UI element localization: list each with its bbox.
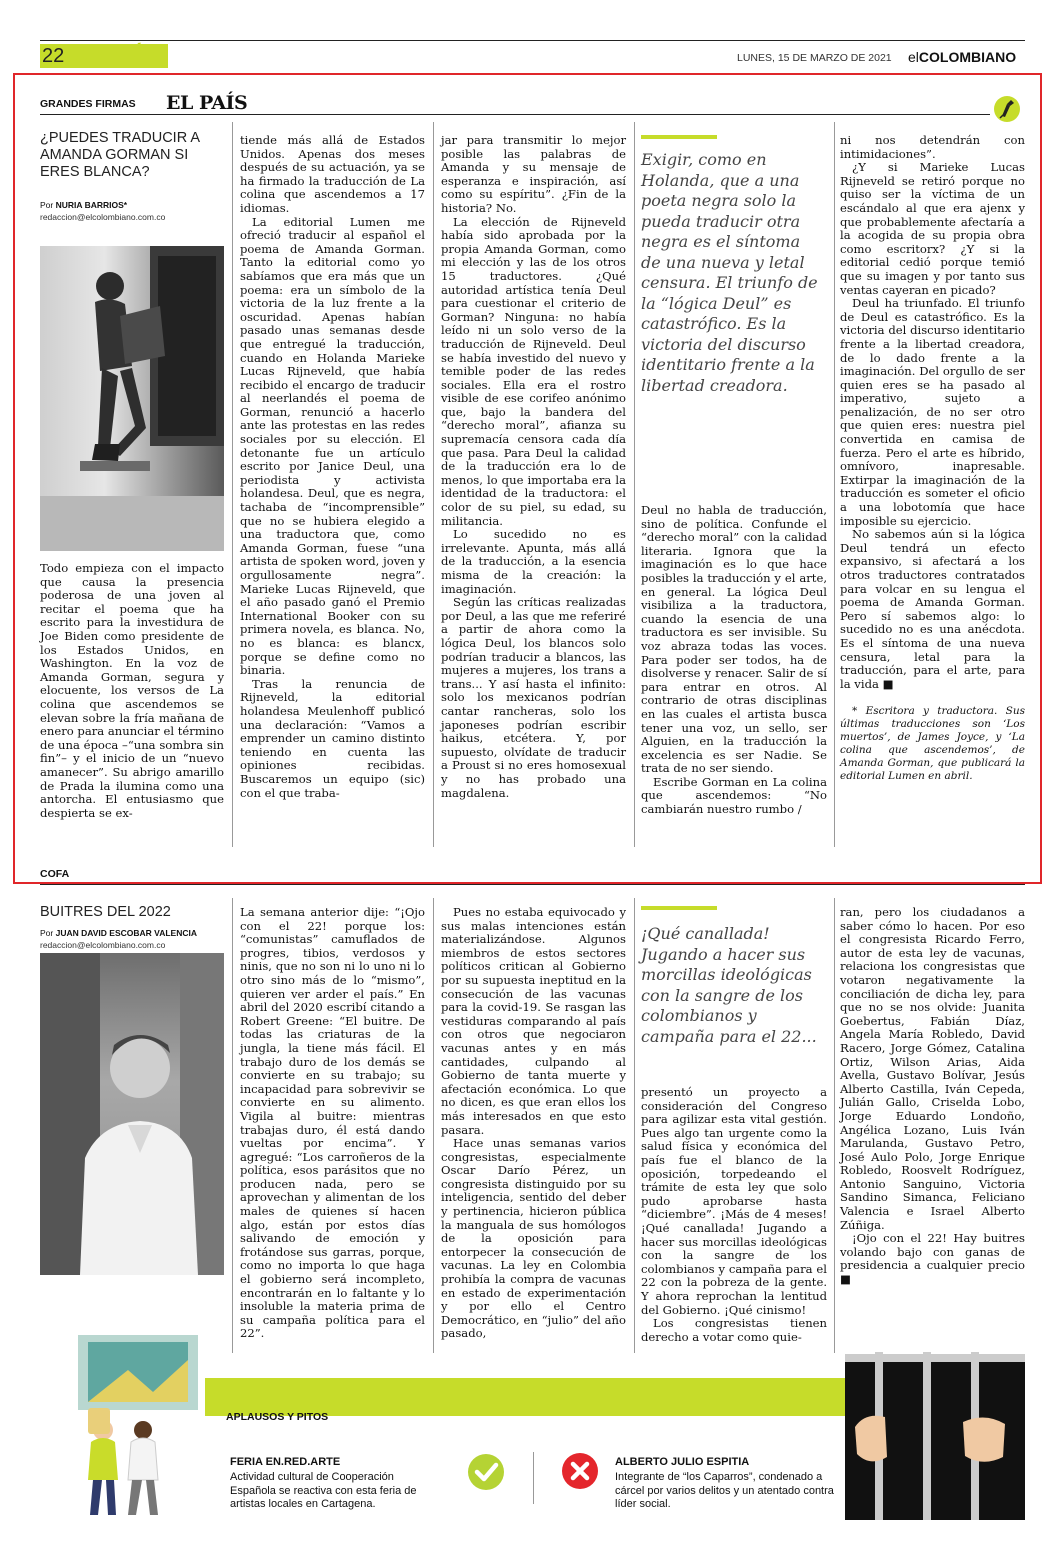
- article-kicker: GRANDES FIRMAS: [40, 98, 136, 110]
- paragraph: Deul no habla de traducción, sino de política. Confunde el “derecho moral” con la calidad literaria. Ignora que la imaginación es lo que hace posibles la traducción y el arte, en general. La lógica Deul visibiliza a la traductora, cuando la esencia de una traductora es ser invisible. Su voz abraza todas las voces. Para poder ser todos, ha de disolverse y renacer. Salir de sí para entrar en otros. Al contrario de otras disciplinas en las cuales el artista busca tener una voz, un sello, ser Alguien, en la traducción la excelencia es ser Nadie. Se trata de no ser siendo.: [641, 503, 827, 776]
- check-icon: [468, 1454, 504, 1490]
- jail-bars-illustration: [845, 1332, 1025, 1520]
- byline-prefix: Por: [40, 928, 54, 938]
- paragraph: Deul ha triunfado. El triunfo de Deul es catastrófico. Es la victoria del discurso identitario frente a la libertad creadora, de lo dado frente a la imaginación. Del orgullo de ser quien eres se ha pasado al imperativo, sujeto a penalización, de no ser otro que quien eres: nuestra piel convertida en camisa de fuerza. Pero el arte es híbrido, omnívoro, inapresable. Extirpar la imaginación de la traducción es someter el oficio a una lobotomía que hace imposible su ejercicio.: [840, 296, 1025, 528]
- paragraph: Lo sucedido no es irrelevante. Apunta, más allá de la traducción, a la esencia misma de la creación: la imaginación.: [441, 527, 626, 596]
- col-divider: [834, 122, 835, 847]
- col-divider: [634, 898, 635, 1353]
- pullquote-rule: [641, 135, 717, 139]
- article1-col4: [641, 504, 827, 817]
- pito-text: Integrante de “los Caparros”, condenado a cárcel por varios delitos y un atentado contra líder social.: [615, 1471, 834, 1510]
- header-date: LUNES, 15 DE MARZO DE 2021: [737, 52, 892, 64]
- footnote: * Escritora y traductora. Sus últimas traducciones son ‘Los muertos’, de James Joyce, y ‘La colina que ascendemos’, de Amanda Gorman, que publicará la editorial Lumen en abril.: [840, 705, 1025, 783]
- article2-col2: [240, 906, 425, 1341]
- author-name: NURIA BARRIOS*: [55, 200, 128, 210]
- pullquote: ¡Qué canallada! Jugando a hacer sus morcillas ideológicas con la sangre de los colombianos y campaña para el 22...: [641, 924, 817, 1046]
- article-title: BUITRES DEL 2022: [40, 904, 171, 920]
- author-photo: [40, 953, 224, 1275]
- page-header: [40, 38, 1025, 70]
- article2-col5: [840, 906, 1025, 1287]
- article1-col2: [240, 134, 425, 800]
- col-divider: [232, 122, 233, 847]
- article-grandes-firmas: [40, 92, 1025, 852]
- brand-prefix: el: [908, 49, 919, 65]
- author-name: JUAN DAVID ESCOBAR VALENCIA: [55, 928, 197, 938]
- byline: [40, 200, 230, 210]
- aplauso-text: Actividad cultural de Cooperación Española se reactiva con esta feria de artistas locales en Cartagena.: [230, 1471, 417, 1510]
- paragraph: ran, pero los ciudadanos a saber cómo lo hacen. Por eso el congresista Ricardo Ferro, autor de esta ley de vacunas, relaciona los congresistas que votaron negativamente la conciliación de dicha ley, para que no se nos olvide: Juanita Goebertus, Fabián Díaz, Angela María Robledo, David Racero, Jorge Gómez, Catalina Ortiz, Wilson Arias, Aida Avella, Gustavo Bolívar, Jesús Alberto Castilla, Iván Cepeda, Julián Gallo, Criselda Lobo, Jorge Eduardo Londoño, Angélica Lozano, Luis Iván Marulanda, Gustavo Petro, José Aulo Polo, Jorge Enrique Robledo, Roosvelt Rodríguez, Antonio Sanguino, Victoria Sandino Simanca, Feliciano Valencia e Israel Alberto Zúñiga.: [840, 905, 1025, 1232]
- pito-title: ALBERTO JULIO ESPITIA: [615, 1456, 750, 1468]
- aplauso-title: FERIA EN.RED.ARTE: [230, 1456, 341, 1468]
- paragraph: Hace unas semanas varios congresistas, especialmente Oscar Darío Pérez, un congresista distinguido por su inteligencia, sentido del deber y pertinencia, hicieron pública la manguala de sus homólogos de la oposición para entorpecer la consecución de vacunas. La ley en Colombia prohibía la compra de vacunas en estado de experimentación y por ello el Centro Democrático, en “julio” del año pasado,: [441, 1136, 626, 1341]
- paragraph: ¡Ojo con el 22! Hay buitres volando bajo con ganas de presidencia a cualquier precio ■: [840, 1231, 1025, 1287]
- article-kicker: COFA: [40, 868, 70, 880]
- brand-logo: [908, 49, 1016, 65]
- author-email: redaccion@elcolombiano.com.co: [40, 940, 166, 950]
- col-divider: [232, 898, 233, 1353]
- aplausos-divider: [533, 1452, 534, 1504]
- paragraph: jar para transmitir lo mejor posible las palabras de Amanda y su mensaje de esperanza e inspiración, así como su espíritu”. ¿Fin de la historia? No.: [441, 133, 626, 215]
- kicker-rule: [40, 884, 1025, 885]
- col-divider: [834, 898, 835, 1353]
- article-title: ¿PUEDES TRADUCIR A AMANDA GORMAN SI ERES BLANCA?: [40, 130, 200, 180]
- article-cofa: [40, 868, 1025, 1358]
- aplausos-title: APLAUSOS Y PITOS: [226, 1411, 329, 1423]
- col-divider: [433, 122, 434, 847]
- paragraph: Según las críticas realizadas por Deul, a las que me referiré a partir de ahora como la lógica Deul, los blancos solo podrían traducir a blancos, las mujeres a mujeres, los trans a trans... Y así hasta el infinito: solo los mexicanos podrían cantar rancheras, solo los japoneses podrían escribir haikus, etcétera. Y, por supuesto, olvídate de traducir a Proust si no eres homosexual y no has probado una magdalena.: [441, 595, 626, 800]
- pullquote-rule: [641, 906, 717, 910]
- gallery-visitors-illustration: [58, 1330, 208, 1518]
- article2-col3: [441, 906, 626, 1341]
- paragraph: La semana anterior dije: “¡Ojo con el 22! porque los: “comunistas” camuflados de progres, tibios, verdosos y ninis, que no son ni lo uno ni lo otro sino más de lo “mismo”, quieren ver arder el país.” En abril del 2020 escribí citando a Robert Greene: “El buitre. De todas las criaturas de la jungla, la tiene más fácil. El trabajo duro de los demás se convierte en su trabajo; su incapacidad para sobrevivir se convierte en su alimento. Vigila al buitre: mientras trabajas duro, él está dando vueltas por encima”. Y agregué: “Los carroñeros de la política, esos parásitos que no producen nada, pero se aprovechan y alimentan de los males de quienes sí hacen algo, están por estos días salivando de emoción y frotándose sus garras, porque, como no importa lo que haga el gobierno será incompleto, encontrarán en lo faltante y lo insoluble la materia prima de su campaña política para el 22”.: [240, 905, 425, 1341]
- paragraph: Todo empieza con el impacto que causa la presencia poderosa de una joven al recitar el poema que ha escrito para la investidura de Joe Biden como presidente de los Estados Unidos, en Washington. En la voz de Amanda Gorman, segura y elocuente, los versos de La colina que ascendemos se elevan sobre la fría mañana de enero para anunciar el término de una época –“una sombra sin fin”– y el inicio de un “nuevo amanecer”. Su abrigo amarillo de Prada la ilumina como una antorcha. El entusiasmo que despierta se ex-: [40, 561, 224, 820]
- col-divider: [634, 122, 635, 847]
- author-email: redaccion@elcolombiano.com.co: [40, 212, 166, 222]
- article1-col5: [840, 134, 1025, 783]
- paragraph: No sabemos aún si la lógica Deul tendrá un efecto expansivo, si afectará a los otros traductores contratados para volcar en su lengua el poema de Amanda Gorman. Pero sí sabemos algo: lo sucedido no es una anécdota. Es el síntoma de una nueva censura, letal para la traducción, para el arte, para la vida ■: [840, 527, 1025, 691]
- paragraph: Tras la renuncia de Rijneveld, la editorial holandesa Meulenhoff publicó una declaración: “Vamos a emprender un camino distinto teniendo en cuenta las opiniones recibidas. Buscaremos un equipo (sic) con el que traba-: [240, 676, 425, 800]
- article2-col4: [641, 1086, 827, 1344]
- header-top-rule: [40, 40, 1025, 41]
- paragraph: ni nos detendrán con intimidaciones”.: [840, 133, 1025, 161]
- col-divider: [433, 898, 434, 1353]
- byline: [40, 928, 232, 938]
- paragraph: presentó un proyecto a consideración del Congreso para agilizar esta vital gestión. Pues algo tan urgente como la salud física y económica del país fue el blanco de la oposición, torpedeando el trámite de esta ley que solo pudo aprobarse hasta “diciembre”. ¡Más de 4 meses! ¡Qué canallada! Jugando a hacer sus morcillas ideológicas con la sangre de los colombianos y campaña para el 22 con la pobreza de la gente. Y ahora reprochan la lentitud del Gobierno. ¡Qué cinismo!: [641, 1085, 827, 1317]
- byline-prefix: Por: [40, 200, 54, 210]
- paragraph: Los congresistas tienen derecho a votar como quie-: [641, 1316, 827, 1344]
- brand-name: COLOMBIANO: [918, 49, 1017, 65]
- partner-logo: EL PAÍS: [166, 92, 248, 114]
- paragraph: ¿Y si Marieke Lucas Rijneveld se retiró porque no quiso ser la víctima de un escándalo al que era ajenx y que probablemente afectaría a la acogida de su propia obra como escritorx? ¿Y si la editorial cedió porque temió que su imagen y por tanto sus ventas cayeran en picado?: [840, 160, 1025, 297]
- paragraph: Pues no estaba equivocado y sus malas intenciones están materializándose. Algunos miembros de estos sectores políticos critican al Gobierno por su supuesta ineptitud en la consecución de las vacunas para la covid-19. Se rasgan las vestiduras comparando al país con otros que negociaron vacunas antes y en más cantidades, culpando al Gobierno de tanta muerte y afectación económica. Lo que no dicen, es que eran ellos los más interesados en que esto pasara.: [441, 905, 626, 1137]
- pullquote: Exigir, como en Holanda, que a una poeta negra solo la pueda traducir otra negra es el síntoma de una nueva y letal censura. El triunfo de la “lógica Deul” es catastrófico. Es la victoria del discurso identitario frente a la libertad creadora.: [641, 150, 818, 395]
- cross-icon: [562, 1453, 598, 1489]
- paragraph: La elección de Rijneveld había sido aprobada por la propia Amanda Gorman, como mi elección y las de los otros 15 traductores. ¿Qué autoridad artística tenía Deul para cuestionar el criterio de Gorman? Ninguna: no había leído ni un solo verso de la traducción de Rijneveld. Deul se había investido del nuevo y temible poder de las redes sociales. Ella era el rostro visible de ese corifeo anónimo que, bajo la bandera del “derecho moral”, afianza su supremacía censora cada día que pasa. Para Deul la calidad de la traducción era lo de menos, lo que importaba era la identidad de la traductora: el color de su piel, su edad, su militancia.: [441, 214, 626, 528]
- section-title: OPINIÓN: [73, 44, 161, 66]
- article1-col3: [441, 134, 626, 800]
- article1-col1: [40, 562, 224, 820]
- pen-nib-icon: [994, 96, 1020, 122]
- aplausos-y-pitos-box: [40, 1330, 1025, 1520]
- kicker-rule: [40, 114, 990, 115]
- paragraph: La editorial Lumen me ofreció traducir al español el poema de Amanda Gorman. Tanto la editorial como yo sabíamos que era más que un poema: era un símbolo de la victoria de la luz frente a la oscuridad. Apenas habían pasado unas semanas desde que entregué la traducción, cuando en Holanda Marieke Lucas Rijneveld, que había recibido el encargo de traducir al neerlandés el poema de Gorman, renunció a hacerlo ante las protestas en las redes sociales por su elección. El detonante fue un artículo escrito por Janice Deul, una periodista y activista holandesa. Deul, que es negra, tachaba de “incomprensible” que no se hubiera elegido a una traductora que, como Amanda Gorman, fuese “una artista de spoken word, joven y orgullosamente negra”. Marieke Lucas Rijneveld, que el año pasado ganó el Premio International Booker con su primera novela, es blanca. No, no es blanca: es blancx, porque se define como no binaria.: [240, 214, 425, 678]
- statue-photo: [40, 246, 224, 551]
- page-number: 22: [42, 45, 65, 67]
- paragraph: Escribe Gorman en La colina que ascendemos: “No cambiarán nuestro rumbo /: [641, 774, 827, 817]
- paragraph: tiende más allá de Estados Unidos. Apenas dos meses después de su actuación, ya se ha firmado la traducción de La colina que ascendemos a 17 idiomas.: [240, 133, 425, 215]
